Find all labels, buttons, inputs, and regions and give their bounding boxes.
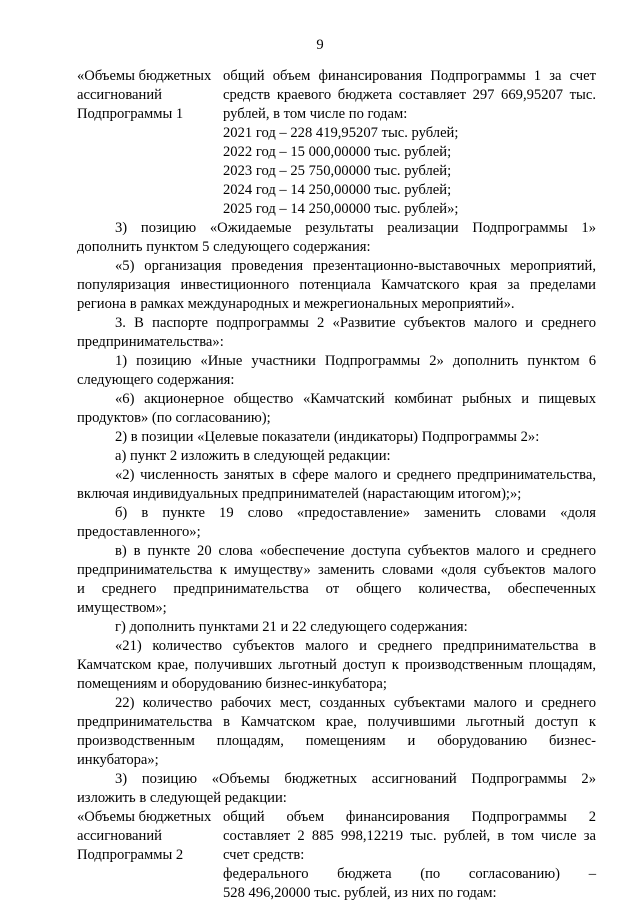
text-line: 2) в позиции «Целевые показатели (индикаторы) Подпрограммы 2»: <box>115 429 540 445</box>
text-line: «2) численность занятых в сфере малого и среднего предпринимательства, <box>115 467 596 483</box>
table-text-line: общий объем финансирования Подпрограммы 1 за счет <box>223 68 596 84</box>
paragraph <box>77 618 596 637</box>
text-line: 3) позицию «Ожидаемые результаты реализации Подпрограммы 1» <box>115 220 596 236</box>
table-label-line: «Объемы бюджетных <box>77 68 212 84</box>
text-line: изложить в следующей редакции: <box>77 790 287 806</box>
text-line: следующего содержания: <box>77 372 235 388</box>
paragraph <box>77 447 596 466</box>
table-text-line: 2021 год – 228 419,95207 тыс. рублей; <box>223 125 459 141</box>
text-line: 3) позицию «Объемы бюджетных ассигнований Подпрограммы 2» <box>115 771 596 787</box>
text-line: предпринимательства к имуществу» заменить словами «доля субъектов малого <box>77 562 596 578</box>
paragraph <box>77 542 596 618</box>
table-text-line: 528 496,20000 тыс. рублей, из них по годам: <box>223 885 497 901</box>
table-right-cell <box>223 67 596 219</box>
table-label-line: «Объемы бюджетных <box>77 809 212 825</box>
table-text-line: средств краевого бюджета составляет 297 669,95207 тыс. <box>223 87 596 103</box>
paragraph <box>77 352 596 390</box>
text-line: 1) позицию «Иные участники Подпрограммы 2» дополнить пунктом 6 <box>115 353 596 369</box>
budget-table-subprogram-1 <box>77 67 596 219</box>
text-line: инкубатора»; <box>77 752 159 768</box>
table-text-line: 2022 год – 15 000,00000 тыс. рублей; <box>223 144 452 160</box>
paragraph <box>77 219 596 257</box>
text-line: б) в пункте 19 слово «предоставление» заменить словами «доля <box>115 505 596 521</box>
text-line: а) пункт 2 изложить в следующей редакции: <box>115 448 391 464</box>
table-text-line: составляет 2 885 998,12219 тыс. рублей, в том числе за <box>223 828 596 844</box>
text-line: г) дополнить пунктами 21 и 22 следующего содержания: <box>115 619 468 635</box>
text-line: популяризация инвестиционного потенциала Камчатского края за пределами <box>77 277 596 293</box>
paragraph <box>77 390 596 428</box>
page-number: 9 <box>316 37 324 53</box>
table-text-line: счет средств: <box>223 847 305 863</box>
text-line: «6) акционерное общество «Камчатский комбинат рыбных и пищевых <box>115 391 596 407</box>
table-text-line: общий объем финансирования Подпрограммы 2 <box>223 809 596 825</box>
paragraph <box>77 504 596 542</box>
text-line: помещениям и оборудованию бизнес-инкубатора; <box>77 676 387 692</box>
paragraph <box>77 637 596 694</box>
table-text-line: 2023 год – 25 750,00000 тыс. рублей; <box>223 163 452 179</box>
table-label-line: Подпрограммы 1 <box>77 106 184 122</box>
paragraph <box>77 694 596 770</box>
text-line: региона в рамках международных и межрегиональных мероприятий». <box>77 296 515 312</box>
budget-table-subprogram-2 <box>77 808 596 903</box>
table-left-cell <box>77 67 223 219</box>
paragraph <box>77 257 596 352</box>
text-line: «21) количество субъектов малого и среднего предпринимательства в <box>115 638 596 654</box>
paragraph <box>77 428 596 447</box>
text-line: в) в пункте 20 слова «обеспечение доступа субъектов малого и среднего <box>115 543 596 559</box>
text-line: включая индивидуальных предпринимателей (нарастающим итогом);»; <box>77 486 522 502</box>
text-line: 22) количество рабочих мест, созданных субъектами малого и среднего <box>115 695 596 711</box>
paragraph <box>77 770 596 808</box>
text-line: Камчатском крае, получивших льготный доступ к производственным площадям, <box>77 657 596 673</box>
text-line: 3. В паспорте подпрограммы 2 «Развитие субъектов малого и среднего <box>115 315 596 331</box>
table-label-line: Подпрограммы 2 <box>77 847 184 863</box>
table-text-line: рублей, в том числе по годам: <box>223 106 408 122</box>
text-line: имуществом»; <box>77 600 167 616</box>
text-line: и среднего предпринимательства от общего количества, обеспеченных <box>77 581 596 597</box>
table-text-line: 2024 год – 14 250,00000 тыс. рублей; <box>223 182 452 198</box>
text-line: производственным площадям, помещениям и оборудованию бизнес- <box>77 733 596 749</box>
document-body <box>77 67 596 903</box>
table-label-line: ассигнований <box>77 87 162 103</box>
text-line: предпринимательства в Камчатском крае, получившими льготный доступ к <box>77 714 596 730</box>
table-label-line: ассигнований <box>77 828 162 844</box>
text-line: предпринимательства»: <box>77 334 224 350</box>
table-left-cell <box>77 808 223 903</box>
table-text-line: федерального бюджета (по согласованию) – <box>223 866 596 882</box>
text-line: продуктов» (по согласованию); <box>77 410 271 426</box>
text-line: «5) организация проведения презентационно-выставочных мероприятий, <box>115 258 596 274</box>
text-line: предоставленного»; <box>77 524 201 540</box>
table-text-line: 2025 год – 14 250,00000 тыс. рублей»; <box>223 201 459 217</box>
paragraph <box>77 466 596 504</box>
table-right-cell <box>223 808 596 903</box>
text-line: дополнить пунктом 5 следующего содержания: <box>77 239 371 255</box>
